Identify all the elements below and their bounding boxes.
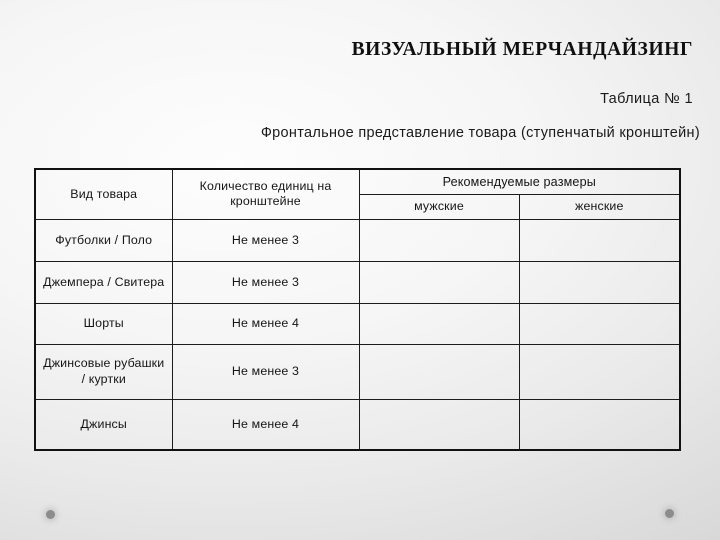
column-header-quantity: Количество единиц на кронштейне [172,169,359,219]
cell-type: Шорты [35,303,172,344]
decorative-dot-right-icon [665,509,674,518]
cell-women [519,303,680,344]
cell-men [359,399,519,450]
slide-title: ВИЗУАЛЬНЫЙ МЕРЧАНДАЙЗИНГ [351,39,693,60]
table-subtitle: Фронтальное представление товара (ступенчатый кронштейн) [260,125,700,141]
column-header-men: мужские [359,195,519,220]
merchandising-table [34,168,681,451]
column-header-women: женские [519,195,680,220]
cell-quantity: Не менее 3 [172,219,359,261]
cell-women [519,219,680,261]
table-body [35,219,680,450]
column-header-recommended-sizes: Рекомендуемые размеры [359,169,680,195]
table-row [35,344,680,399]
table-row [35,261,680,303]
cell-women [519,399,680,450]
header-row-primary [35,169,680,195]
cell-type: Джинсовые рубашки / куртки [35,344,172,399]
table-row [35,219,680,261]
column-header-type: Вид товара [35,169,172,219]
cell-men [359,219,519,261]
cell-type: Джемпера / Свитера [35,261,172,303]
table-row [35,399,680,450]
cell-women [519,261,680,303]
cell-men [359,261,519,303]
cell-type: Футболки / Поло [35,219,172,261]
decorative-dot-left-icon [46,510,55,519]
table-container [34,168,679,451]
cell-men [359,303,519,344]
table-number-label: Таблица № 1 [600,91,693,107]
cell-quantity: Не менее 3 [172,344,359,399]
cell-quantity: Не менее 3 [172,261,359,303]
cell-men [359,344,519,399]
table-row [35,303,680,344]
table-header [35,169,680,219]
cell-women [519,344,680,399]
cell-quantity: Не менее 4 [172,303,359,344]
cell-type: Джинсы [35,399,172,450]
cell-quantity: Не менее 4 [172,399,359,450]
